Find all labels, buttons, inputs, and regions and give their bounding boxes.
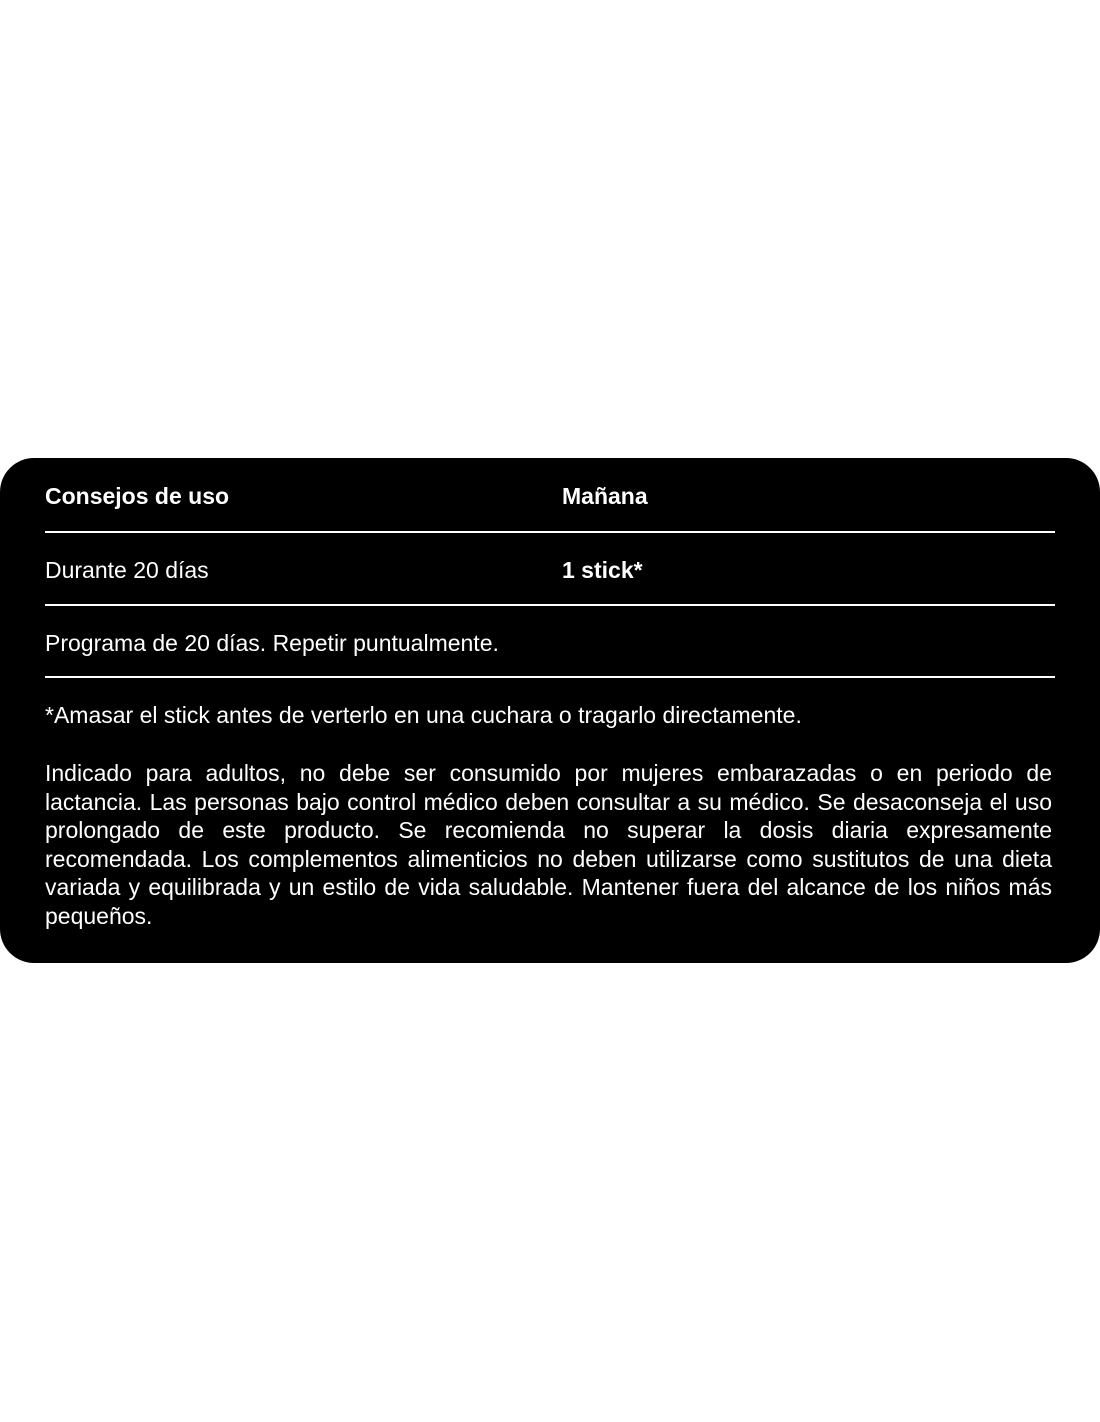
footnote-text: *Amasar el stick antes de verterlo en una cuchara o tragarlo directamente. bbox=[45, 702, 802, 728]
divider bbox=[45, 531, 1055, 533]
warning-paragraph: Indicado para adultos, no debe ser consumido por mujeres embarazadas o en periodo de lactancia. Las personas bajo control médico deben consultar a su médico. Se desaconseja el uso prolongado de este producto. Se recomienda no superar la dosis diaria expresamente recomendada. Los complementos alimenticios no deben utilizarse como sustitutos de una dieta variada y equilibrada y un estilo de vida saludable. Mantener fuera del alcance de los niños más pequeños. bbox=[45, 760, 1052, 929]
divider bbox=[45, 604, 1055, 606]
duration-label: Durante 20 días bbox=[45, 557, 209, 583]
usage-advice-heading: Consejos de uso bbox=[45, 483, 230, 509]
morning-column-heading: Mañana bbox=[562, 483, 648, 509]
divider bbox=[45, 676, 1055, 678]
program-note: Programa de 20 días. Repetir puntualmente. bbox=[45, 630, 499, 656]
usage-info-card bbox=[0, 458, 1100, 963]
morning-dose-value: 1 stick* bbox=[562, 557, 643, 583]
